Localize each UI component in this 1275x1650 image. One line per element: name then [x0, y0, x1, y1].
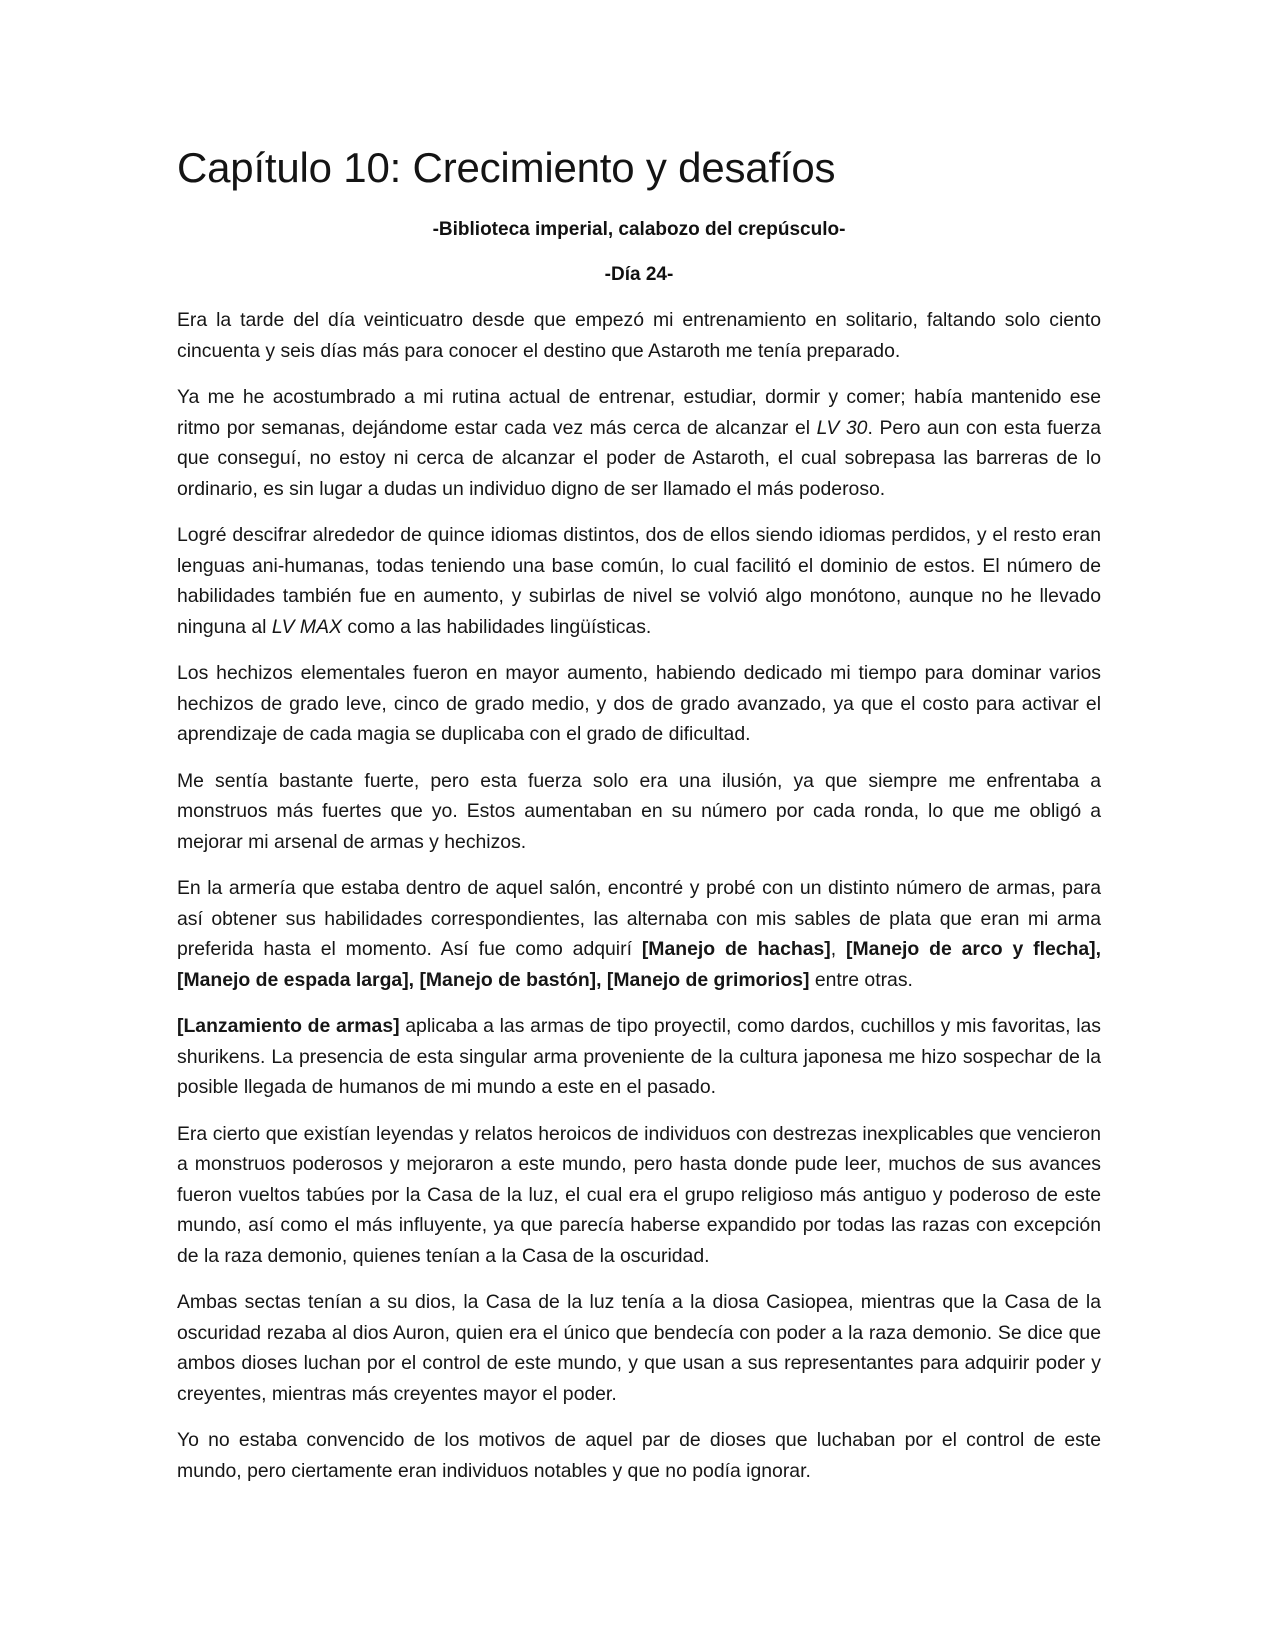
paragraph-text: En la armería que estaba dentro de aquel salón, encontré y probé con un distinto número de armas, para así obtener sus habilidades correspondientes, las alternaba con mis sables de plata que eran mi arma preferida hasta el momento. Así fue como adquirí [177, 877, 1101, 960]
paragraph-text: Me sentía bastante fuerte, pero esta fuerza solo era una ilusión, ya que siempre me enfrentaba a monstruos más fuertes que yo. Estos aumentaban en su número por cada ronda, lo que me obligó a mejorar mi arsenal de armas y hechizos. [177, 769, 1101, 853]
skill-name: [Lanzamiento de armas] [177, 1015, 400, 1037]
level-term: LV MAX [271, 615, 342, 638]
paragraph-text: Era cierto que existían leyendas y relatos heroicos de individuos con destrezas inexplicables que vencieron a monstruos poderosos y mejoraron a este mundo, pero hasta donde pude leer, muchos de sus avances fueron vueltos tabúes por la Casa de la luz, el cual era el grupo religioso más antiguo y poderoso de este mundo, así como el más influyente, ya que parecía haberse expandido por todas las razas con excepción de la raza demonio, quienes tenían a la Casa de la oscuridad. [177, 1122, 1101, 1267]
paragraph-6 [177, 873, 1101, 995]
paragraph-7 [177, 1011, 1101, 1103]
paragraph-2 [177, 382, 1101, 504]
paragraph-text: Ya me he acostumbrado a mi rutina actual de entrenar, estudiar, dormir y comer; había mantenido ese ritmo por semanas, dejándome estar cada vez más cerca de alcanzar el [177, 386, 1101, 439]
location-subtitle: -Biblioteca imperial, calabozo del crepúsculo- [432, 219, 846, 240]
paragraph-text: Yo no estaba convencido de los motivos de aquel par de dioses que luchaban por el control de este mundo, pero ciertamente eran individuos notables y que no podía ignorar. [177, 1429, 1101, 1482]
paragraph-text: Ambas sectas tenían a su dios, la Casa de la luz tenía a la diosa Casiopea, mientras que la Casa de la oscuridad rezaba al dios Auron, quien era el único que bendecía con poder a la raza demonio. Se dice que ambos dioses luchan por el control de este mundo, y que usan a sus representantes para adquirir poder y creyentes, mientras más creyentes mayor el poder. [177, 1291, 1101, 1405]
page-content [177, 140, 1101, 1502]
paragraph-3 [177, 520, 1101, 642]
day-subtitle: -Día 24- [604, 264, 674, 285]
paragraph-text: Los hechizos elementales fueron en mayor aumento, habiendo dedicado mi tiempo para dominar varios hechizos de grado leve, cinco de grado medio, y dos de grado avanzado, ya que el costo para activar el aprendizaje de cada magia se duplicaba con el grado de dificultad. [177, 662, 1101, 745]
skill-name: [Manejo de arco y flecha], [Manejo de espada larga], [Manejo de bastón], [Manejo de grimorios] [177, 938, 1102, 991]
chapter-title: Capítulo 10: Crecimiento y desafíos [177, 144, 836, 191]
paragraph-text: Era la tarde del día veinticuatro desde que empezó mi entrenamiento en solitario, faltando solo ciento cincuenta y seis días más para conocer el destino que Astaroth me tenía preparado. [177, 309, 1101, 362]
paragraph-text: entre otras. [809, 968, 913, 991]
paragraph-4 [177, 658, 1101, 750]
paragraph-1 [177, 305, 1101, 366]
paragraph-text: . Pero aun con esta fuerza que conseguí, no estoy ni cerca de alcanzar el poder de Astaroth, el cual sobrepasa las barreras de lo ordinario, es sin lugar a dudas un individuo digno de ser llamado el más poderoso. [177, 416, 1101, 500]
paragraph-8 [177, 1119, 1101, 1272]
paragraph-text: Logré descifrar alrededor de quince idiomas distintos, dos de ellos siendo idiomas perdidos, y el resto eran lenguas ani-humanas, todas teniendo una base común, lo cual facilitó el dominio de estos. El número de habilidades también fue en aumento, y subirlas de nivel se volvió algo monótono, aunque no he llevado ninguna al [177, 524, 1101, 638]
paragraph-9 [177, 1287, 1101, 1409]
level-term: LV 30 [816, 416, 868, 439]
paragraph-5 [177, 766, 1101, 858]
paragraph-text: como a las habilidades lingüísticas. [341, 615, 652, 638]
paragraph-text: , [830, 938, 847, 960]
paragraph-10 [177, 1425, 1101, 1486]
paragraph-text: aplicaba a las armas de tipo proyectil, como dardos, cuchillos y mis favoritas, las shurikens. La presencia de esta singular arma proveniente de la cultura japonesa me hizo sospechar de la posible llegada de humanos de mi mundo a este en el pasado. [177, 1015, 1101, 1098]
skill-name: [Manejo de hachas] [641, 938, 831, 960]
